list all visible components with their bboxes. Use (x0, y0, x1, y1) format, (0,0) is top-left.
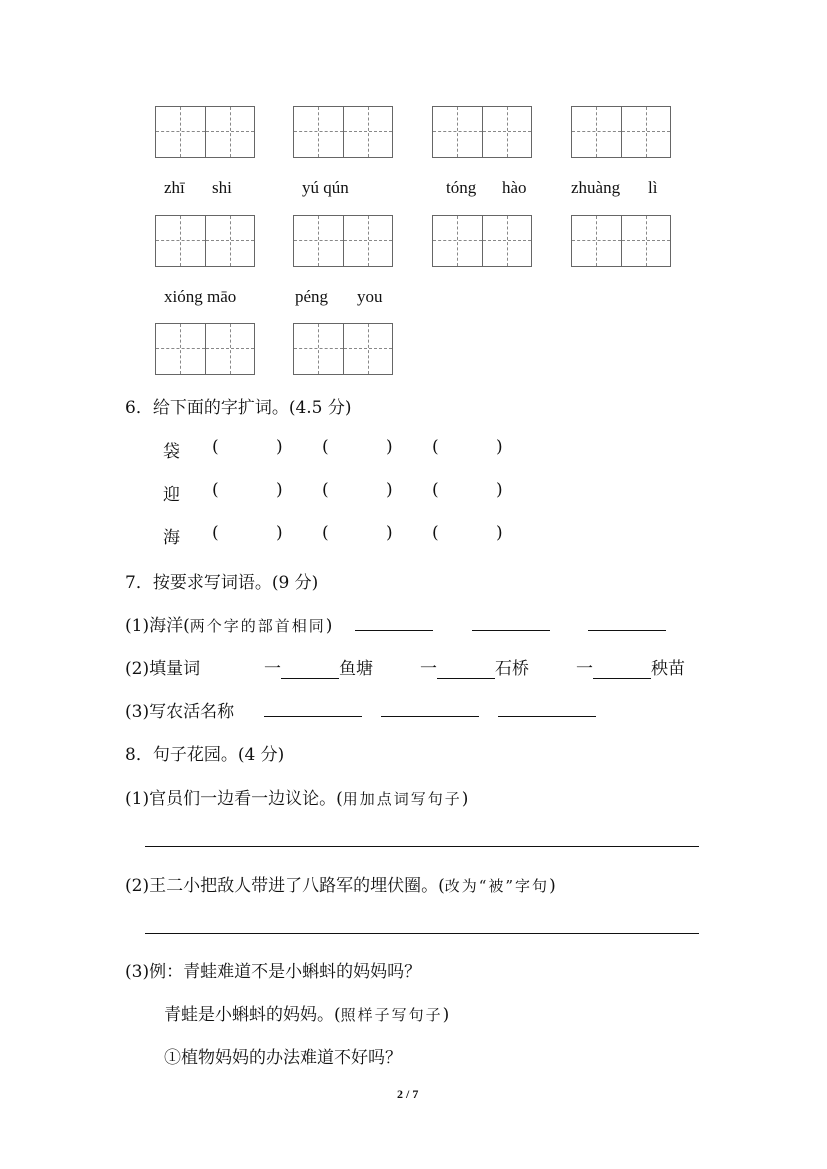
q7-prefix: 一 (264, 659, 281, 679)
close-paren: ) (496, 437, 503, 457)
question-6-title: 6．给下面的字扩词。(4.5 分) (125, 398, 352, 418)
answer-line[interactable] (145, 933, 699, 934)
q7-prefix: 一 (576, 659, 593, 679)
close-paren: ) (496, 480, 503, 500)
q6-char: 海 (163, 528, 180, 548)
answer-blank[interactable] (281, 661, 339, 679)
page-number: 2 / 7 (397, 1087, 419, 1101)
q6-char: 迎 (163, 485, 180, 505)
q7-item-2-label: (2)填量词 (125, 659, 201, 679)
open-paren: ( (212, 523, 219, 543)
writing-grid[interactable] (293, 215, 393, 267)
q8-item-2-text: (2)王二小把敌人带进了八路军的埋伏圈。( (125, 876, 445, 896)
pinyin-label: hào (502, 178, 527, 197)
open-paren: ( (212, 437, 219, 457)
pinyin-label: yú qún (302, 178, 349, 197)
close-paren: ) (442, 1005, 450, 1025)
q8-item-2 (125, 871, 556, 896)
q7-measure-3 (576, 654, 685, 679)
open-paren: ( (322, 437, 329, 457)
q7-item-1-note: 两个字的部首相同 (189, 617, 326, 635)
q7-word: 石桥 (495, 659, 529, 679)
writing-grid[interactable] (571, 106, 671, 158)
writing-grid[interactable] (432, 215, 532, 267)
q7-item-1-end: ) (325, 616, 333, 636)
open-paren: ( (432, 437, 439, 457)
answer-blank[interactable] (498, 716, 596, 717)
writing-grid[interactable] (155, 106, 255, 158)
writing-grid[interactable] (293, 323, 393, 375)
answer-blank[interactable] (264, 716, 362, 717)
pinyin-label: xióng māo (164, 287, 237, 306)
close-paren: ) (461, 789, 469, 809)
q7-prefix: 一 (420, 659, 437, 679)
pinyin-label: péng (295, 287, 329, 306)
close-paren: ) (386, 523, 393, 543)
q6-row (163, 523, 180, 548)
open-paren: ( (212, 480, 219, 500)
close-paren: ) (386, 437, 393, 457)
q6-char: 袋 (163, 442, 180, 462)
q7-item-3-label: (3)写农活名称 (125, 702, 235, 722)
q7-item-3 (125, 697, 234, 722)
writing-grid[interactable] (571, 215, 671, 267)
q8-item-1-text: (1)官员们一边看一边议论。( (125, 789, 343, 809)
close-paren: ) (276, 480, 283, 500)
pinyin-label: you (357, 287, 383, 306)
q8-item-3-example: (3)例：青蛙难道不是小蝌蚪的妈妈吗？ (125, 962, 422, 982)
answer-blank[interactable] (593, 661, 651, 679)
pinyin-label: zhuàng (571, 178, 621, 197)
q7-item-1 (125, 611, 332, 636)
writing-grid[interactable] (155, 215, 255, 267)
question-7-title: 7．按要求写词语。(9 分) (125, 573, 319, 593)
open-paren: ( (322, 480, 329, 500)
close-paren: ) (549, 876, 556, 896)
q7-word: 秧苗 (651, 659, 685, 679)
answer-blank[interactable] (355, 630, 433, 631)
pinyin-label: zhī (164, 178, 185, 197)
answer-blank[interactable] (437, 661, 495, 679)
open-paren: ( (432, 480, 439, 500)
q8-item-3-note: 照样子写句子 (340, 1006, 443, 1024)
answer-blank[interactable] (472, 630, 550, 631)
close-paren: ) (386, 480, 393, 500)
q8-item-3-sub-1: ①植物妈妈的办法难道不好吗？ (164, 1048, 402, 1068)
open-paren: ( (322, 523, 329, 543)
q7-measure-1 (264, 654, 373, 679)
close-paren: ) (276, 523, 283, 543)
writing-grid[interactable] (432, 106, 532, 158)
q8-item-1 (125, 784, 468, 809)
writing-grid[interactable] (293, 106, 393, 158)
q8-item-2-note: 改为“被”字句 (444, 877, 550, 895)
question-8-title: 8．句子花园。(4 分) (125, 745, 285, 765)
answer-blank[interactable] (588, 630, 666, 631)
q7-item-2 (125, 654, 200, 679)
q8-item-1-note: 用加点词写句子 (342, 790, 462, 808)
q8-item-3-answer-text: 青蛙是小蝌蚪的妈妈。( (164, 1005, 341, 1025)
pinyin-label: lì (648, 178, 658, 197)
q7-word: 鱼塘 (339, 659, 373, 679)
close-paren: ) (496, 523, 503, 543)
writing-grid[interactable] (155, 323, 255, 375)
pinyin-label: tóng (446, 178, 477, 197)
q6-row (163, 480, 180, 505)
q7-measure-2 (420, 654, 529, 679)
close-paren: ) (276, 437, 283, 457)
q6-row (163, 437, 180, 462)
open-paren: ( (432, 523, 439, 543)
answer-line[interactable] (145, 846, 699, 847)
q8-item-3-answer (164, 1000, 449, 1025)
q7-item-1-label: (1)海洋( (125, 616, 190, 636)
answer-blank[interactable] (381, 716, 479, 717)
pinyin-label: shi (212, 178, 232, 197)
